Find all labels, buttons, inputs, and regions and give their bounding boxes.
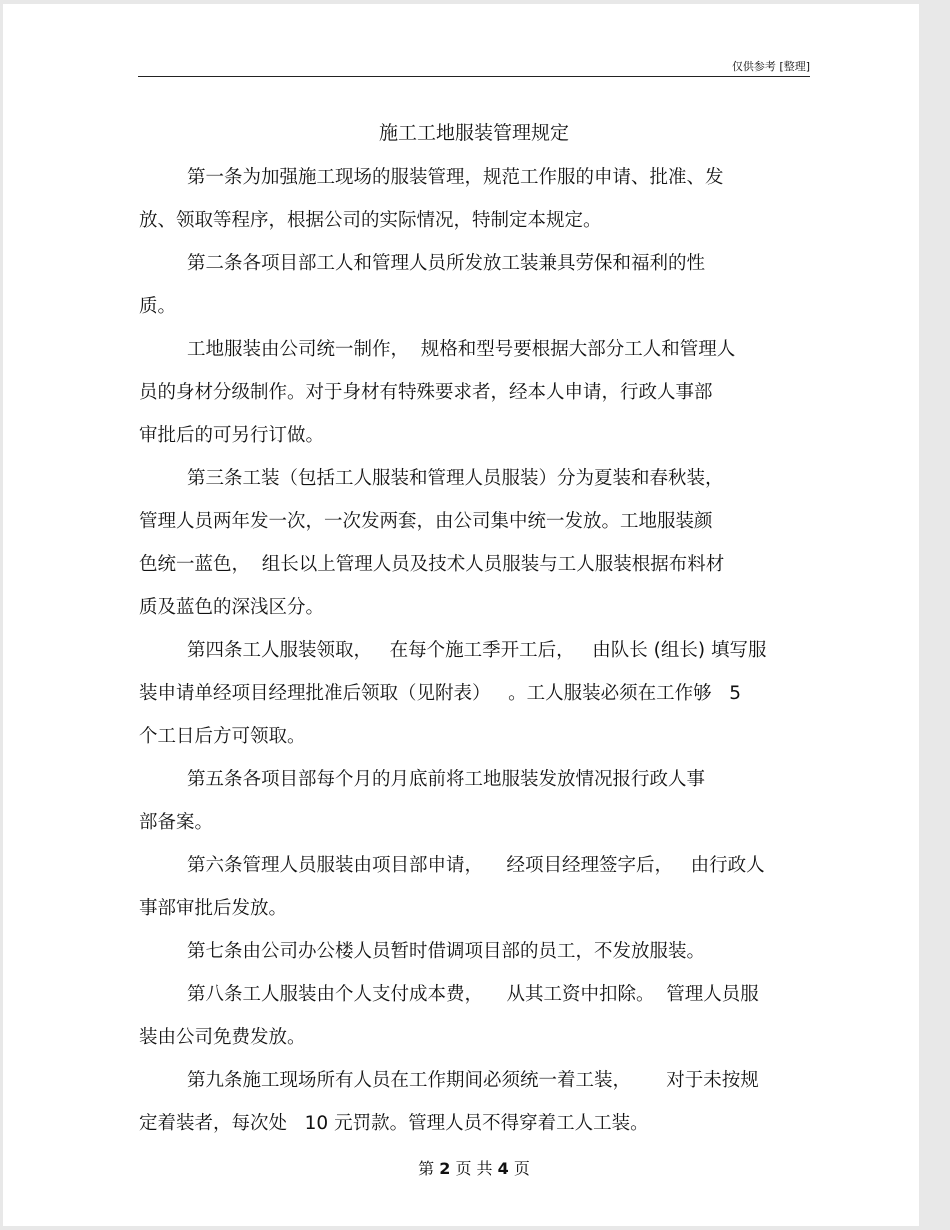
article-6-line-1: 第六条管理人员服装由项目部申请， 经项目经理签字后， 由行政人 <box>187 855 765 876</box>
header-rule <box>138 76 810 77</box>
article-4-line-3: 个工日后方可领取。 <box>139 726 306 747</box>
article-4-line-2: 装申请单经项目经理批准后领取（见附表） 。工人服装必须在工作够 5 <box>139 683 742 704</box>
article-1-line-1: 第一条为加强施工现场的服装管理，规范工作服的申请、批准、发 <box>187 167 724 188</box>
article-2b-line-3: 审批后的可另行订做。 <box>139 425 325 446</box>
article-9-line-2: 定着装者，每次处 10 元罚款。管理人员不得穿着工人工装。 <box>139 1113 649 1134</box>
article-5-line-1: 第五条各项目部每个月的月底前将工地服装发放情况报行政人事 <box>187 769 706 790</box>
article-2b-line-1: 工地服装由公司统一制作， 规格和型号要根据大部分工人和管理人 <box>187 339 736 360</box>
document-title: 施工工地服装管理规定 <box>378 122 569 144</box>
total-pages-number: 4 <box>497 1159 509 1178</box>
article-9-line-1: 第九条施工现场所有人员在工作期间必须统一着工装， 对于未按规 <box>187 1070 759 1091</box>
document-body <box>139 156 814 1145</box>
article-3-line-1: 第三条工装（包括工人服装和管理人员服装）分为夏装和春秋装， <box>187 468 724 489</box>
article-4-line-1: 第四条工人服装领取， 在每个施工季开工后， 由队长 (组长) 填写服 <box>187 640 767 661</box>
document-page <box>3 4 919 1226</box>
page-footer <box>138 1156 810 1179</box>
footer-middle: 页 共 <box>455 1159 493 1178</box>
page-header: 仅供参考 [整理] <box>731 60 810 73</box>
article-7-line-1: 第七条由公司办公楼人员暂时借调项目部的员工，不发放服装。 <box>187 941 706 962</box>
article-6-line-2: 事部审批后发放。 <box>139 898 288 919</box>
article-5-line-2: 部备案。 <box>139 812 214 833</box>
article-8-line-1: 第八条工人服装由个人支付成本费， 从其工资中扣除。 管理人员服 <box>187 984 759 1005</box>
article-2-line-1: 第二条各项目部工人和管理人员所发放工装兼具劳保和福利的性 <box>187 253 706 274</box>
article-1-line-2: 放、领取等程序，根据公司的实际情况，特制定本规定。 <box>139 210 602 231</box>
article-2-line-2: 质。 <box>139 296 177 317</box>
article-3-line-4: 质及蓝色的深浅区分。 <box>139 597 325 618</box>
article-8-line-2: 装由公司免费发放。 <box>139 1027 306 1048</box>
article-3-line-2: 管理人员两年发一次，一次发两套，由公司集中统一发放。工地服装颜 <box>139 511 713 532</box>
article-2b-line-2: 员的身材分级制作。对于身材有特殊要求者，经本人申请，行政人事部 <box>139 382 713 403</box>
footer-prefix: 第 <box>418 1159 435 1178</box>
current-page-number: 2 <box>439 1159 451 1178</box>
footer-suffix: 页 <box>513 1159 530 1178</box>
article-3-line-3: 色统一蓝色， 组长以上管理人员及技术人员服装与工人服装根据布料材 <box>139 554 725 575</box>
